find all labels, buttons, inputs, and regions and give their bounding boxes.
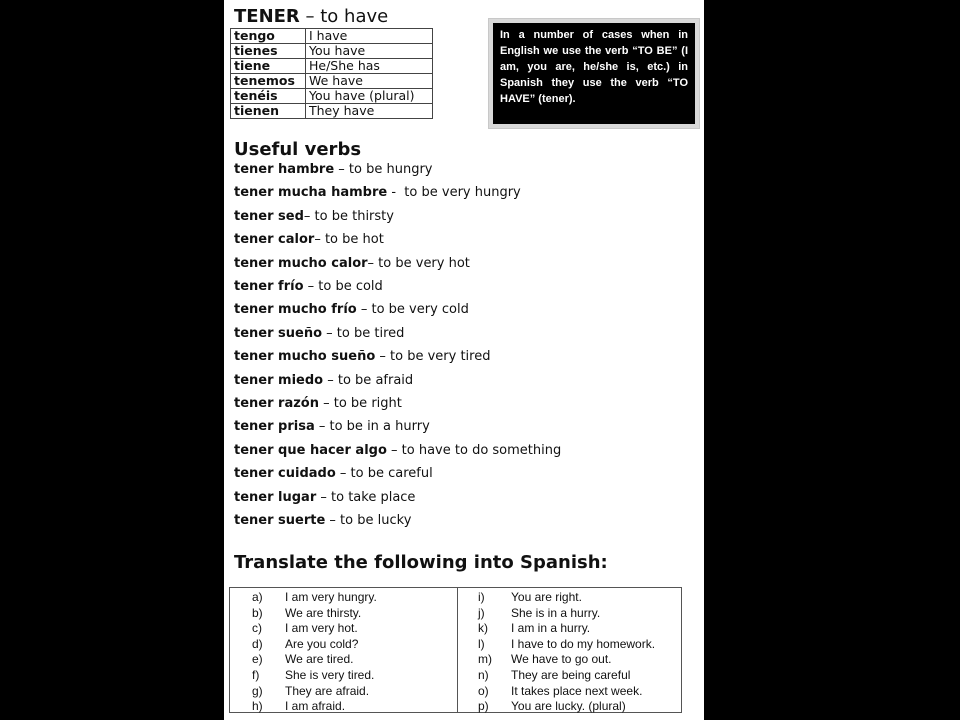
exercise-label: m) [478, 652, 492, 667]
conjugation-row [231, 74, 433, 89]
exercise-label: o) [478, 683, 489, 698]
verb-meaning: – to be in a hurry [314, 419, 430, 435]
exercise-label: h) [252, 699, 263, 714]
verb-phrase: tener lugar [234, 489, 317, 505]
verb-entry [234, 490, 415, 506]
verb-entry [234, 349, 490, 365]
conjugation-row [231, 104, 433, 119]
exercise-sentence: Are you cold? [285, 636, 359, 651]
conjugation-form: tenemos [231, 74, 306, 89]
exercise-sentence: You are right. [511, 590, 582, 604]
exercise-sentence: They are being careful [511, 668, 631, 682]
verb-entry [234, 302, 469, 318]
exercise-label: g) [252, 683, 263, 698]
verb-entry [234, 162, 433, 178]
verb-entry [234, 326, 404, 342]
verb-phrase: tener prisa [234, 419, 315, 435]
verb-meaning: – to be hot [314, 232, 384, 248]
conjugation-meaning: He/She has [306, 59, 433, 74]
exercise-label: n) [478, 668, 489, 682]
exercise-label: i) [478, 590, 485, 604]
verb-meaning: – to be very cold [356, 302, 469, 318]
verb-meaning: – to be careful [335, 466, 433, 482]
exercise-sentence: I am very hungry. [285, 590, 377, 604]
verb-entry [234, 232, 384, 248]
verb-meaning: - to be very hungry [387, 185, 521, 201]
verb-phrase: tener mucho frío [234, 302, 357, 318]
conjugation-meaning: I have [306, 29, 433, 44]
conjugation-meaning: You have (plural) [306, 89, 433, 104]
exercise-label: j) [478, 605, 485, 620]
verb-meaning: – to take place [316, 489, 416, 505]
exercise-label: e) [252, 652, 263, 667]
conjugation-form: tienen [231, 104, 306, 119]
verb-entry [234, 185, 521, 201]
verb-phrase: tener mucho calor [234, 255, 368, 271]
verb-entry [234, 443, 561, 459]
verb-phrase: tener hambre [234, 162, 335, 177]
page-title [234, 6, 388, 27]
exercise-sentence: I am afraid. [285, 699, 346, 714]
verb-meaning: – to be very hot [367, 255, 470, 271]
translate-heading: Translate the following into Spanish: [234, 552, 608, 573]
verb-meaning: – to be very tired [375, 349, 491, 365]
verb-phrase: tener miedo [234, 372, 324, 388]
conjugation-meaning: We have [306, 74, 433, 89]
verb-meaning: – to be thirsty [303, 208, 394, 224]
exercise-label: a) [252, 590, 263, 604]
conjugation-row [231, 59, 433, 74]
exercise-label: p) [478, 699, 489, 714]
verb-meaning: – to be hungry [334, 162, 433, 177]
conjugation-form: tiene [231, 59, 306, 74]
exercise-sentence: You are lucky. (plural) [511, 699, 626, 714]
verb-phrase: tener que hacer algo [234, 442, 387, 458]
verb-entry [234, 466, 433, 482]
exercise-sentence: I have to do my homework. [511, 636, 656, 651]
translation-exercise-box [229, 587, 682, 713]
conjugation-table [230, 28, 433, 119]
verb-meaning: – to be afraid [323, 372, 414, 388]
conjugation-form: tienes [231, 44, 306, 59]
useful-verbs-heading: Useful verbs [234, 139, 362, 160]
conjugation-row [231, 44, 433, 59]
title-verb: TENER [234, 6, 300, 27]
verb-phrase: tener razón [234, 396, 319, 411]
exercise-label: c) [252, 621, 262, 636]
exercise-label: b) [252, 605, 263, 620]
verb-phrase: tener mucha hambre [234, 185, 388, 201]
exercise-label: l) [478, 636, 485, 651]
note-text: In a number of cases when in English we use the verb “TO BE” (I am, you are, he/she is, etc.) in Spanish they use the verb “TO HAVE” (tener). [493, 23, 695, 124]
verb-phrase: tener sueño [234, 325, 323, 341]
note-box [488, 18, 700, 129]
verb-entry [234, 513, 411, 529]
verb-phrase: tener frío [234, 279, 304, 294]
verb-phrase: tener cuidado [234, 466, 336, 482]
verb-phrase: tener calor [234, 232, 315, 248]
title-meaning: – to have [305, 6, 389, 27]
column-divider [457, 588, 458, 712]
verb-phrase: tener suerte [234, 513, 326, 528]
verb-entry [234, 256, 470, 272]
verb-entry [234, 373, 413, 389]
exercise-sentence: I am very hot. [285, 621, 358, 636]
verb-meaning: – to be tired [322, 325, 405, 341]
verb-meaning: – to have to do something [386, 442, 562, 458]
exercise-sentence: She is in a hurry. [511, 605, 601, 620]
conjugation-row [231, 29, 433, 44]
exercise-sentence: We are tired. [285, 652, 354, 667]
conjugation-meaning: You have [306, 44, 433, 59]
exercise-sentence: I am in a hurry. [511, 621, 591, 636]
exercise-sentence: They are afraid. [285, 683, 370, 698]
conjugation-row [231, 89, 433, 104]
conjugation-form: tenéis [231, 89, 306, 104]
exercise-sentence: We are thirsty. [285, 605, 362, 620]
verb-meaning: – to be lucky [325, 513, 412, 528]
worksheet-page [224, 0, 704, 720]
conjugation-meaning: They have [306, 104, 433, 119]
conjugation-form: tengo [231, 29, 306, 44]
exercise-label: d) [252, 636, 263, 651]
verb-entry [234, 419, 430, 435]
exercise-sentence: We have to go out. [511, 652, 612, 667]
verb-phrase: tener mucho sueño [234, 349, 376, 365]
verb-entry [234, 396, 402, 412]
exercise-label: f) [252, 668, 260, 682]
verb-entry [234, 279, 383, 295]
verb-phrase: tener sed [234, 208, 304, 224]
verb-meaning: – to be cold [303, 279, 383, 294]
verb-meaning: – to be right [318, 396, 402, 411]
verb-entry [234, 209, 394, 225]
exercise-sentence: It takes place next week. [511, 683, 643, 698]
exercise-label: k) [478, 621, 488, 636]
exercise-sentence: She is very tired. [285, 668, 375, 682]
